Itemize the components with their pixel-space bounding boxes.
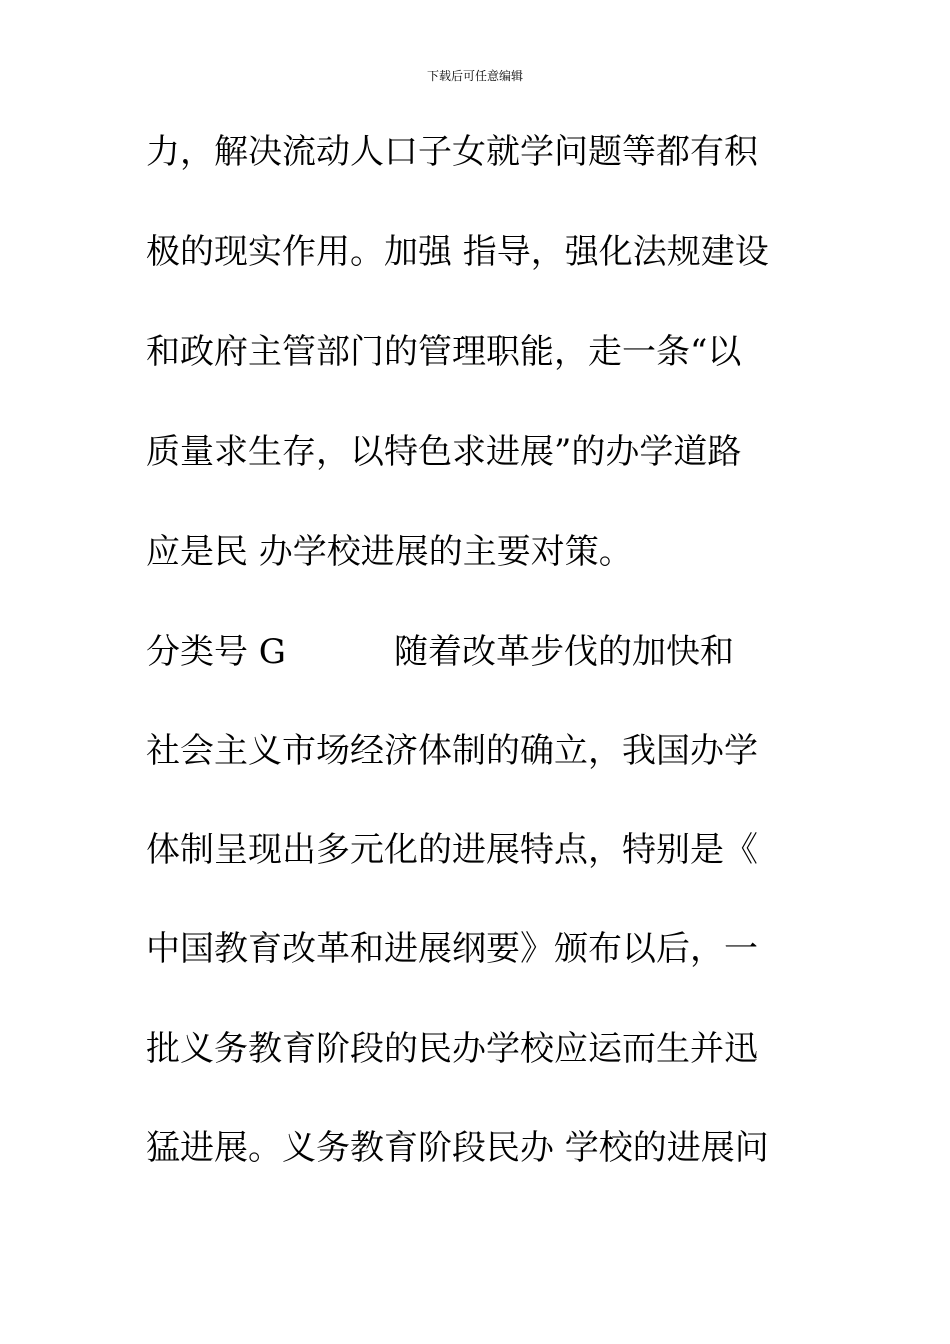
text-line: 和政府主管部门的管理职能，走一条“以: [146, 332, 742, 372]
text-line: 质量求生存，以特色求进展”的办学道路: [146, 432, 742, 472]
text-line: 力，解决流动人口子女就学问题等都有积: [146, 132, 758, 172]
text-line: 批义务教育阶段的民办学校应运而生并迅: [146, 1029, 758, 1069]
text-line: 分类号 G 随着改革步伐的加快和: [146, 632, 735, 672]
text-line: 体制呈现出多元化的进展特点，特别是《: [146, 830, 758, 870]
text-line: 中国教育改革和进展纲要》颁布以后，一: [146, 929, 758, 969]
text-line: 社会主义市场经济体制的确立，我国办学: [146, 731, 758, 771]
text-line: 猛进展。义务教育阶段民办 学校的进展问: [146, 1128, 769, 1168]
page-header: 下载后可任意编辑: [426, 69, 523, 83]
text-line: 应是民 办学校进展的主要对策。: [146, 532, 633, 572]
text-line: 极的现实作用。加强 指导，强化法规建设: [146, 232, 769, 272]
